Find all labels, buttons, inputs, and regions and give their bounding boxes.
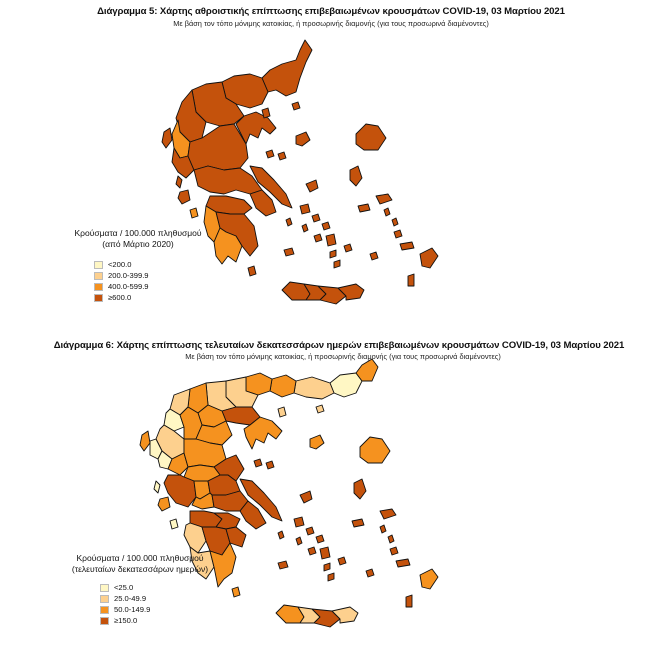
legend-swatch bbox=[94, 283, 103, 291]
region-drama bbox=[246, 373, 272, 395]
island-limnos bbox=[296, 132, 310, 146]
island-skyros bbox=[306, 180, 318, 192]
map-title: Διάγραμμα 5: Χάρτης αθροιστικής επίπτωσης επιβεβαιωμένων κρουσμάτων COVID-19, 03 Μαρτίου 2021 bbox=[97, 6, 565, 17]
island-leros bbox=[388, 535, 394, 543]
island-tinos bbox=[306, 527, 314, 535]
island-thasos bbox=[262, 108, 270, 118]
island-santorini bbox=[328, 573, 334, 581]
island-corfu bbox=[162, 128, 172, 148]
island-patmos bbox=[384, 208, 390, 216]
island-kalymnos bbox=[394, 230, 402, 238]
legend-items bbox=[100, 582, 220, 626]
island-kalymnos bbox=[390, 547, 398, 555]
island-skyros bbox=[300, 491, 312, 503]
region-rodopi bbox=[294, 377, 334, 399]
island-astypalaia bbox=[370, 252, 378, 260]
legend-title: Κρούσματα / 100.000 πληθυσμού (τελευταίων δεκατεσσάρων ημερών) bbox=[71, 553, 209, 574]
island-kythira bbox=[232, 587, 240, 597]
legend-item: 25.0-49.9 bbox=[100, 593, 220, 604]
map-title: Διάγραμμα 6: Χάρτης επίπτωσης τελευταίων δεκατεσσάρων ημερών επιβεβαιωμένων κρουσμάτων COVID-19, 03 Μαρτίου 2021 bbox=[53, 340, 625, 351]
island-chios bbox=[354, 479, 366, 499]
island-santorini bbox=[334, 260, 340, 268]
map-subtitle: Με βάση τον τόπο μόνιμης κατοικίας, ή προσωρινής διαμονής (για τους προσωρινά διαμένοντες) bbox=[185, 352, 501, 361]
island-skiathos bbox=[266, 150, 274, 158]
island-samothrace bbox=[292, 102, 300, 110]
island-kefalonia bbox=[178, 190, 190, 204]
island-ikaria bbox=[352, 519, 364, 527]
island-ios bbox=[330, 250, 336, 258]
region-thrace bbox=[262, 40, 312, 96]
island-paros bbox=[308, 547, 316, 555]
island-amorgos bbox=[338, 557, 346, 565]
island-chios bbox=[350, 166, 362, 186]
island-lesvos bbox=[356, 124, 386, 150]
island-syros bbox=[296, 537, 302, 545]
map-subtitle: Με βάση τον τόπο μόνιμης κατοικίας, ή προσωρινής διαμονής (για τους προσωρινά διαμένοντες) bbox=[173, 19, 489, 28]
legend-item: ≥600.0 bbox=[94, 292, 218, 303]
region-evros-north bbox=[356, 359, 378, 381]
island-samothrace bbox=[316, 405, 324, 413]
island-andros bbox=[300, 204, 310, 214]
island-kos bbox=[400, 242, 414, 250]
island-ios bbox=[324, 563, 330, 571]
island-mykonos bbox=[322, 222, 330, 230]
island-skopelos bbox=[266, 461, 274, 469]
island-andros bbox=[294, 517, 304, 527]
island-naxos bbox=[320, 547, 330, 559]
legend-item: <200.0 bbox=[94, 259, 218, 270]
island-karpathos bbox=[406, 595, 412, 607]
legend-item: 50.0-149.9 bbox=[100, 604, 220, 615]
island-mykonos bbox=[316, 535, 324, 543]
legend-swatch bbox=[100, 606, 109, 614]
island-ikaria bbox=[358, 204, 370, 212]
island-kea bbox=[286, 218, 292, 226]
legend-item: <25.0 bbox=[100, 582, 220, 593]
legend-swatch bbox=[100, 595, 109, 603]
island-kefalonia bbox=[158, 497, 170, 511]
map-legend bbox=[60, 553, 220, 626]
legend-swatch bbox=[94, 261, 103, 269]
island-limnos bbox=[310, 435, 324, 449]
legend-items bbox=[94, 259, 218, 303]
legend-swatch bbox=[100, 617, 109, 625]
island-leros bbox=[392, 218, 398, 226]
island-zakynthos bbox=[170, 519, 178, 529]
island-astypalaia bbox=[366, 569, 374, 577]
island-milos bbox=[284, 248, 294, 256]
legend-swatch bbox=[94, 272, 103, 280]
island-lefkada bbox=[176, 176, 182, 188]
island-milos bbox=[278, 561, 288, 569]
island-skiathos bbox=[254, 459, 262, 467]
legend-item: 200.0-399.9 bbox=[94, 270, 218, 281]
island-syros bbox=[302, 224, 308, 232]
island-lesvos bbox=[360, 437, 390, 463]
map-panel-cumulative bbox=[0, 0, 650, 320]
region-xanthi bbox=[270, 375, 296, 397]
island-skopelos bbox=[278, 152, 286, 160]
legend-item: ≥150.0 bbox=[100, 615, 220, 626]
island-patmos bbox=[380, 525, 386, 533]
island-naxos bbox=[326, 234, 336, 246]
region-evros bbox=[330, 373, 362, 397]
island-rhodes bbox=[420, 248, 438, 268]
legend-title: Κρούσματα / 100.000 πληθυσμού (από Μάρτιο 2020) bbox=[74, 228, 202, 249]
island-samos bbox=[380, 509, 396, 519]
island-zakynthos bbox=[190, 208, 198, 218]
legend-swatch bbox=[94, 294, 103, 302]
legend-swatch bbox=[100, 584, 109, 592]
map-legend bbox=[58, 228, 218, 303]
island-tinos bbox=[312, 214, 320, 222]
island-samos bbox=[376, 194, 392, 204]
island-kea bbox=[278, 531, 284, 539]
legend-item: 400.0-599.9 bbox=[94, 281, 218, 292]
island-kythira bbox=[248, 266, 256, 276]
island-karpathos bbox=[408, 274, 414, 286]
island-rhodes bbox=[420, 569, 438, 589]
island-lefkada bbox=[154, 481, 160, 493]
island-amorgos bbox=[344, 244, 352, 252]
island-paros bbox=[314, 234, 322, 242]
map-panel-14day bbox=[0, 335, 650, 659]
island-kos bbox=[396, 559, 410, 567]
island-thasos bbox=[278, 407, 286, 417]
island-corfu bbox=[140, 431, 150, 451]
